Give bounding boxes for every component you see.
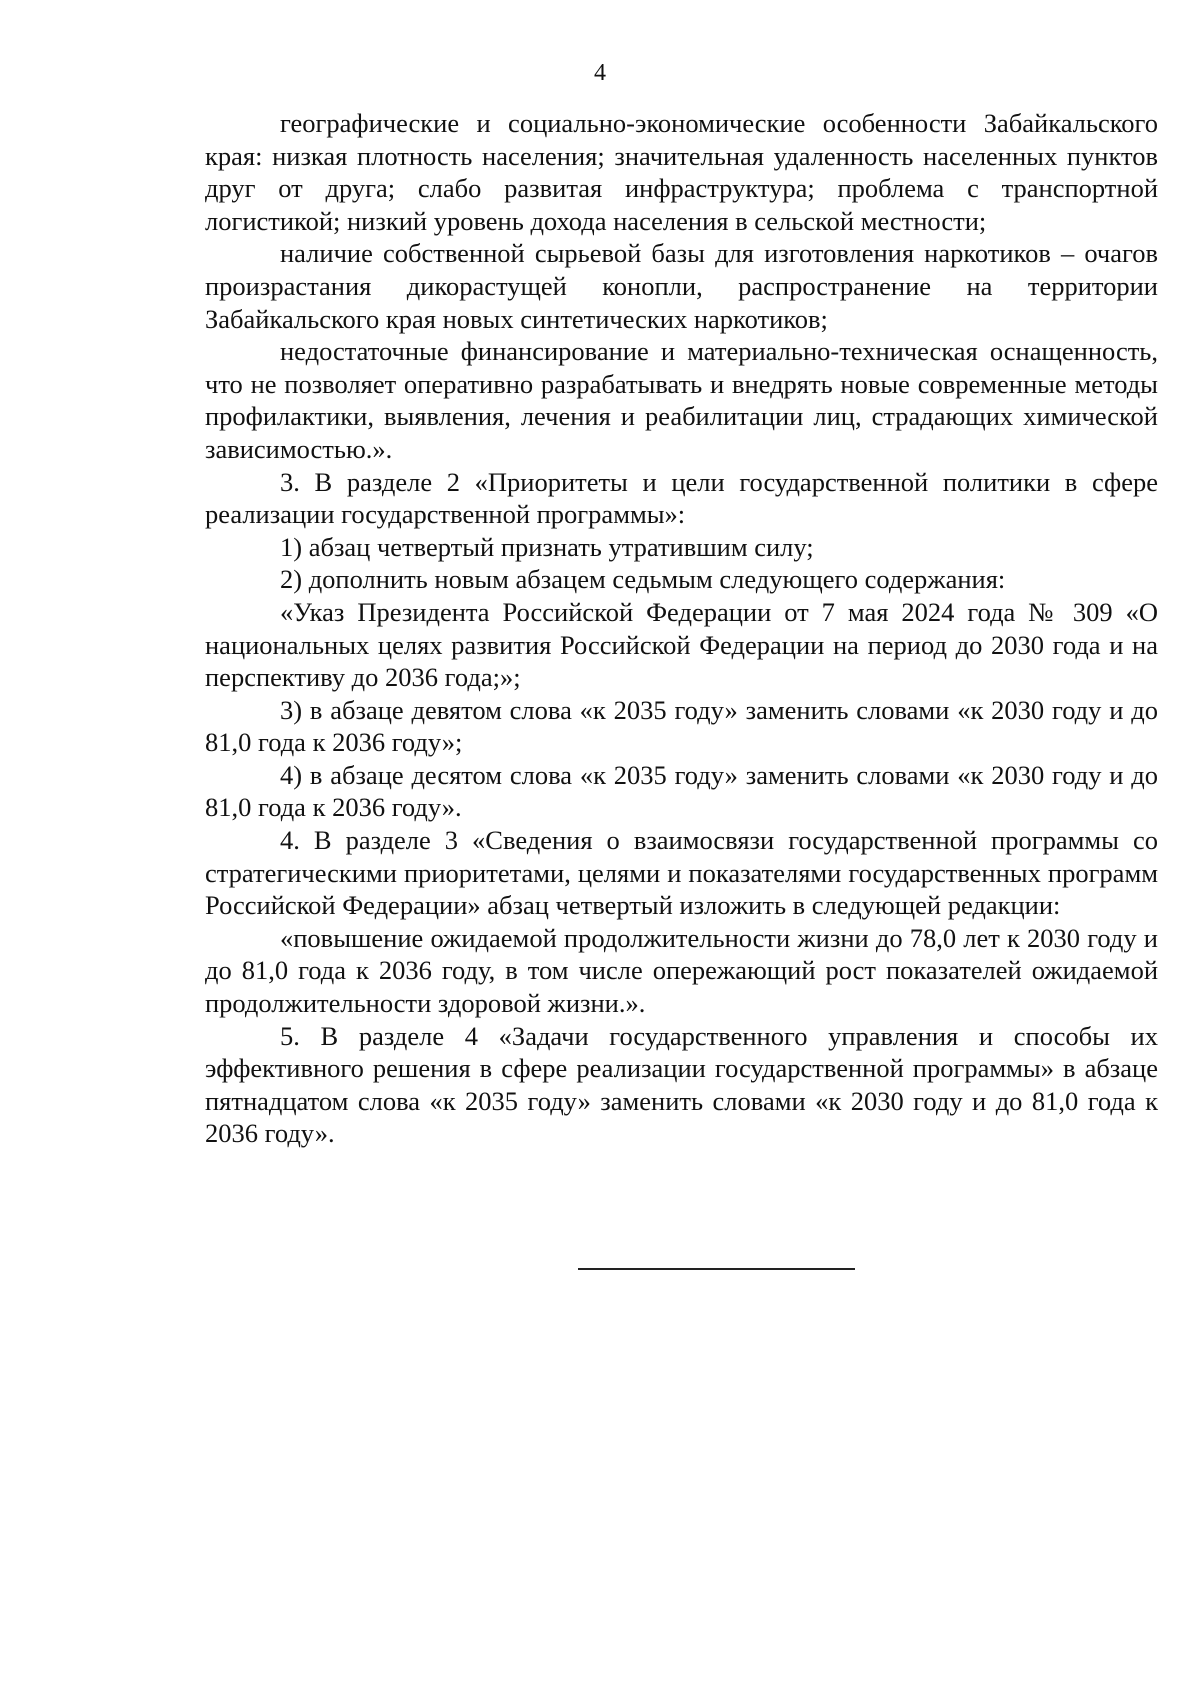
paragraph-item-3-2: 2) дополнить новым абзацем седьмым следующего содержания:: [280, 564, 1006, 595]
paragraph-item-4: 4. В разделе 3 «Сведения о взаимосвязи государственной программы со стратегическими приоритетами, целями и показателями государственных программ Российской Федерации» абзац четвертый изложить в следующей редакции:: [205, 825, 1158, 921]
paragraph-decree-quote: «Указ Президента Российской Федерации от 7 мая 2024 года № 309 «О национальных целях развития Российской Федерации на период до 2030 года и на перспективу до 2036 года;»;: [205, 596, 1158, 693]
document-body: [205, 107, 1158, 1150]
paragraph-insufficient-funding: недостаточные финансирование и материально-техническая оснащенность, что не позволяет оперативно разрабатывать и внедрять новые современные методы профилактики, выявления, лечения и реабилитации лиц, страдающих химической зависимостью.».: [205, 336, 1158, 464]
paragraph-item-3: 3. В разделе 2 «Приоритеты и цели государственной политики в сфере реализации государственной программы»:: [205, 466, 1158, 530]
paragraph-item-5: 5. В разделе 4 «Задачи государственного управления и способы их эффективного решения в сфере реализации государственной программы» в абзаце пятнадцатом слова «к 2035 году» заменить словами «к 2030 году и до 81,0 года к 2036 году».: [205, 1020, 1158, 1149]
paragraph-geographic-features: географические и социально-экономические особенности Забайкальского края: низкая плотность населения; значительная удаленность населенных пунктов друг от друга; слабо развитая инфраструктура; проблема с транспортной логистикой; низкий уровень дохода населения в сельской местности;: [205, 108, 1158, 236]
paragraph-raw-material-base: наличие собственной сырьевой базы для изготовления наркотиков – очагов произрастания дикорастущей конопли, распространение на территории Забайкальского края новых синтетических наркотиков;: [205, 238, 1158, 334]
paragraph-item-3-3: 3) в абзаце девятом слова «к 2035 году» заменить словами «к 2030 году и до 81,0 года к 2036 году»;: [205, 694, 1158, 758]
paragraph-item-3-1: 1) абзац четвертый признать утратившим силу;: [280, 531, 814, 562]
paragraph-life-expectancy-quote: «повышение ожидаемой продолжительности жизни до 78,0 лет к 2030 году и до 81,0 года к 2036 году, в том числе опережающий рост показателей ожидаемой продолжительности здоровой жизни.».: [205, 922, 1158, 1019]
paragraph-item-3-4: 4) в абзаце десятом слова «к 2035 году» заменить словами «к 2030 году и до 81,0 года к 2036 году».: [205, 759, 1158, 823]
page-number: 4: [594, 60, 606, 86]
end-of-text-rule: [578, 1268, 855, 1270]
